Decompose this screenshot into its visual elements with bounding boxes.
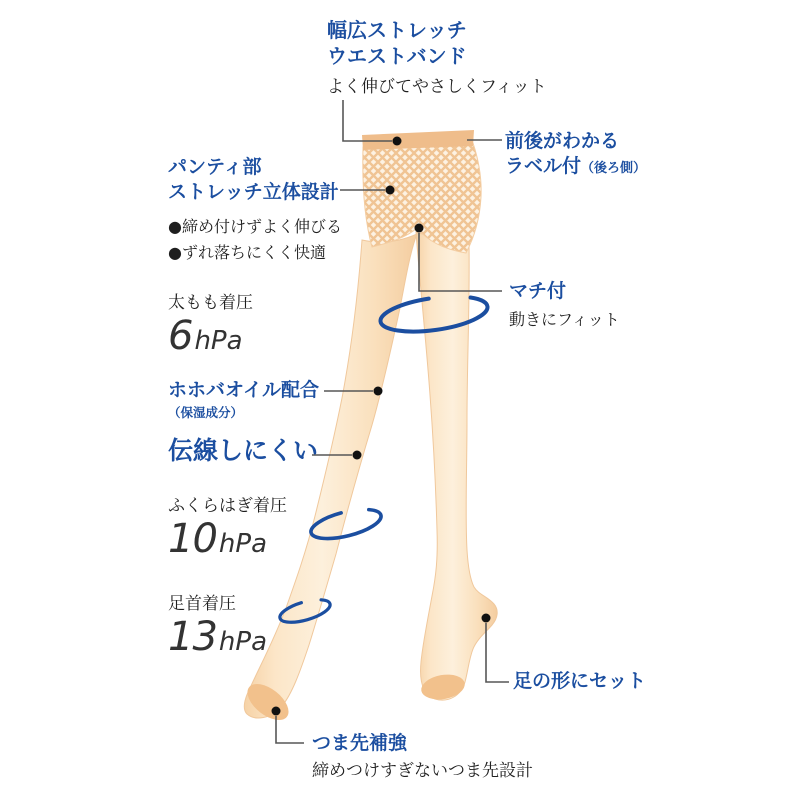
thigh-pressure-number: 6 (168, 313, 193, 359)
panty-title-line2: ストレッチ立体設計 (168, 181, 339, 203)
panty-bullet-2: ●ずれ落ちにくく快適 (168, 243, 326, 262)
calf-pressure-number: 10 (168, 516, 217, 562)
gusset-desc: 動きにフィット (509, 310, 620, 329)
foot-shape-dot (482, 614, 491, 623)
run-resistant-dot (353, 451, 362, 460)
thigh-pressure-label: 太もも着圧 (168, 293, 253, 313)
waistband-dot (393, 137, 402, 146)
waistband-title-line1: 幅広ストレッチ (327, 18, 467, 42)
gusset-title: マチ付 (509, 280, 567, 302)
gusset-dot (415, 224, 424, 233)
ankle-pressure-annotation (168, 594, 267, 658)
jojoba-dot (374, 387, 383, 396)
thigh-pressure-value (168, 315, 253, 357)
back-label-text: ラベル付 (505, 155, 582, 177)
toe-annotation (312, 731, 533, 782)
calf-pressure-unit: hPa (218, 529, 267, 559)
thigh-pressure-annotation (168, 293, 253, 357)
waistband-desc: よく伸びてやさしくフィット (327, 77, 547, 97)
back-label-annotation (505, 129, 646, 181)
toe-title: つま先補強 (312, 732, 408, 754)
waistband-title-line2: ウエストバンド (327, 44, 467, 68)
ankle-pressure-label: 足首着圧 (168, 594, 236, 614)
panty-title-line1: パンティ部 (168, 156, 262, 178)
foot-shape-title: 足の形にセット (513, 670, 647, 692)
panty-bullet-1: ●締め付けずよく伸びる (168, 217, 342, 236)
jojoba-title: ホホバオイル配合 (168, 379, 320, 401)
gusset-annotation (509, 279, 620, 331)
calf-pressure-value (168, 518, 287, 560)
run-resistant-title: 伝線しにくい (168, 436, 319, 465)
foot-shape-leader (486, 623, 509, 682)
foot-shape-annotation (513, 669, 646, 694)
toe-desc: 締めつけすぎないつま先設計 (312, 761, 533, 781)
jojoba-note: （保湿成分） (168, 405, 244, 420)
calf-pressure-annotation (168, 496, 287, 560)
back-label-note: （後ろ側） (581, 161, 647, 176)
back-label-title-line2 (505, 154, 646, 181)
ankle-pressure-number: 13 (168, 614, 217, 660)
ankle-pressure-value (168, 616, 267, 658)
back-label-title-line1: 前後がわかる (505, 130, 620, 152)
panty-dot (386, 186, 395, 195)
left-leg (244, 234, 417, 718)
panty-annotation (168, 155, 342, 266)
jojoba-annotation (168, 378, 319, 421)
thigh-pressure-unit: hPa (194, 326, 243, 356)
waistband-annotation (327, 17, 547, 98)
panty-bullets (168, 214, 342, 266)
toe-dot (272, 707, 281, 716)
calf-pressure-label: ふくらはぎ着圧 (168, 496, 287, 516)
run-resistant-annotation (168, 437, 318, 465)
toe-leader (276, 716, 304, 743)
ankle-pressure-unit: hPa (218, 627, 267, 657)
